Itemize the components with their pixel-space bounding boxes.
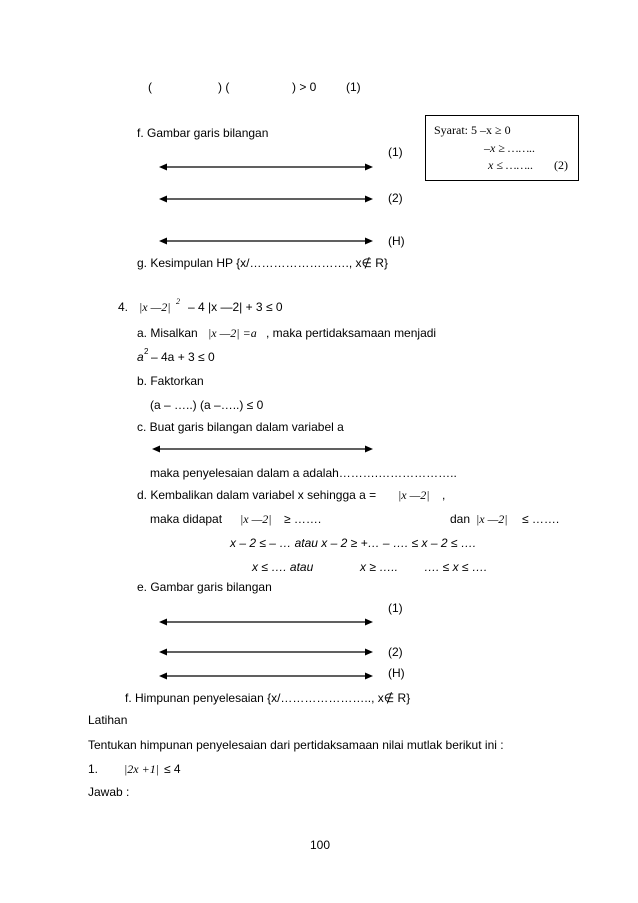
number-line-h — [159, 236, 373, 246]
problem-4-number: 4. — [118, 300, 129, 314]
number-line-label-2: (2) — [388, 191, 403, 205]
item-g-conclusion: g. Kesimpulan HP {x/……………………., x∉ R} — [137, 256, 388, 270]
number-line-e-label-h: (H) — [388, 666, 405, 680]
number-line-2 — [159, 194, 373, 204]
item-f-label: f. Gambar garis bilangan — [137, 126, 269, 140]
page-number: 100 — [310, 838, 331, 852]
item-c-result: maka penyelesaian dalam a adalah……….……………….. — [150, 466, 457, 480]
item-a-eq-a: a — [137, 350, 144, 364]
latihan-instruction: Tentukan himpunan penyelesaian dari pertidaksamaan nilai mutlak berikut ini : — [88, 738, 504, 752]
item-b-equation: (a – …..) (a –…..) ≤ 0 — [150, 398, 264, 412]
latihan-q1-rest: ≤ 4 — [164, 762, 181, 776]
item-d-row-2: x – 2 ≤ – … atau x – 2 ≥ +… – …. ≤ x – 2 ≤ …. — [230, 536, 477, 550]
item-d-ge-dots: ≥ ……. — [284, 512, 322, 526]
item-d-maka: maka didapat — [150, 512, 223, 526]
problem-4-exponent: 2 — [176, 297, 180, 306]
latihan-q1-abs: |2x +1| — [124, 762, 160, 776]
problem-4-abs: |x —2| — [139, 300, 171, 314]
number-line-e-1 — [159, 617, 373, 627]
latihan-title: Latihan — [88, 713, 128, 727]
item-d-label: d. Kembalikan dalam variabel x sehingga a = — [137, 488, 377, 502]
number-line-1 — [159, 162, 373, 172]
syarat-line-2: –x ≥ …….. — [484, 141, 536, 155]
item-d-dan: dan — [450, 512, 471, 526]
number-line-label-1: (1) — [388, 145, 403, 159]
number-line-label-h: (H) — [388, 234, 405, 248]
item-d-row-3-left: x ≤ …. atau — [252, 560, 314, 574]
number-line-e-label-1: (1) — [388, 601, 403, 615]
syarat-line-3-tag: (2) — [554, 158, 568, 172]
item-d-abs-right: |x —2| — [476, 512, 508, 526]
item-a-eq-sup: 2 — [144, 347, 149, 356]
item-d-abs-left: |x —2| — [240, 512, 272, 526]
item-b-label: b. Faktorkan — [137, 374, 204, 388]
equation-label-1: (1) — [346, 80, 361, 94]
item-a-abs: |x —2| =a — [208, 326, 257, 340]
number-line-e-2 — [159, 647, 373, 657]
item-a-eq-rest: – 4a + 3 ≤ 0 — [151, 350, 215, 364]
item-d-comma: , — [442, 488, 446, 502]
syarat-line-1: Syarat: 5 –x ≥ 0 — [434, 123, 511, 137]
greater-than-zero: ) > 0 — [292, 80, 317, 94]
paren-close-open: ) ( — [218, 80, 230, 94]
syarat-line-3: x ≤ …….. — [488, 158, 534, 172]
item-e-label: e. Gambar garis bilangan — [137, 580, 272, 594]
problem-4-rest: – 4 |x —2| + 3 ≤ 0 — [188, 300, 283, 314]
number-line-e-label-2: (2) — [388, 645, 403, 659]
item-d-le-dots: ≤ ……. — [522, 512, 560, 526]
number-line-e-h — [159, 671, 373, 681]
item-d-row-3-right: …. ≤ x ≤ …. — [424, 560, 488, 574]
item-d-row-3-mid: x ≥ ….. — [360, 560, 398, 574]
latihan-q1-number: 1. — [88, 762, 99, 776]
item-c-label: c. Buat garis bilangan dalam variabel a — [137, 420, 344, 434]
number-line-a — [152, 444, 373, 454]
item-a-prefix: a. Misalkan — [137, 326, 198, 340]
syarat-box — [425, 115, 579, 181]
paren-open: ( — [148, 80, 152, 94]
item-f-himpunan: f. Himpunan penyelesaian {x/………………….., x∉ R} — [125, 691, 411, 705]
latihan-jawab: Jawab : — [88, 785, 130, 799]
item-a-suffix: , maka pertidaksamaan menjadi — [266, 326, 437, 340]
item-d-abs: |x —2| — [398, 488, 430, 502]
